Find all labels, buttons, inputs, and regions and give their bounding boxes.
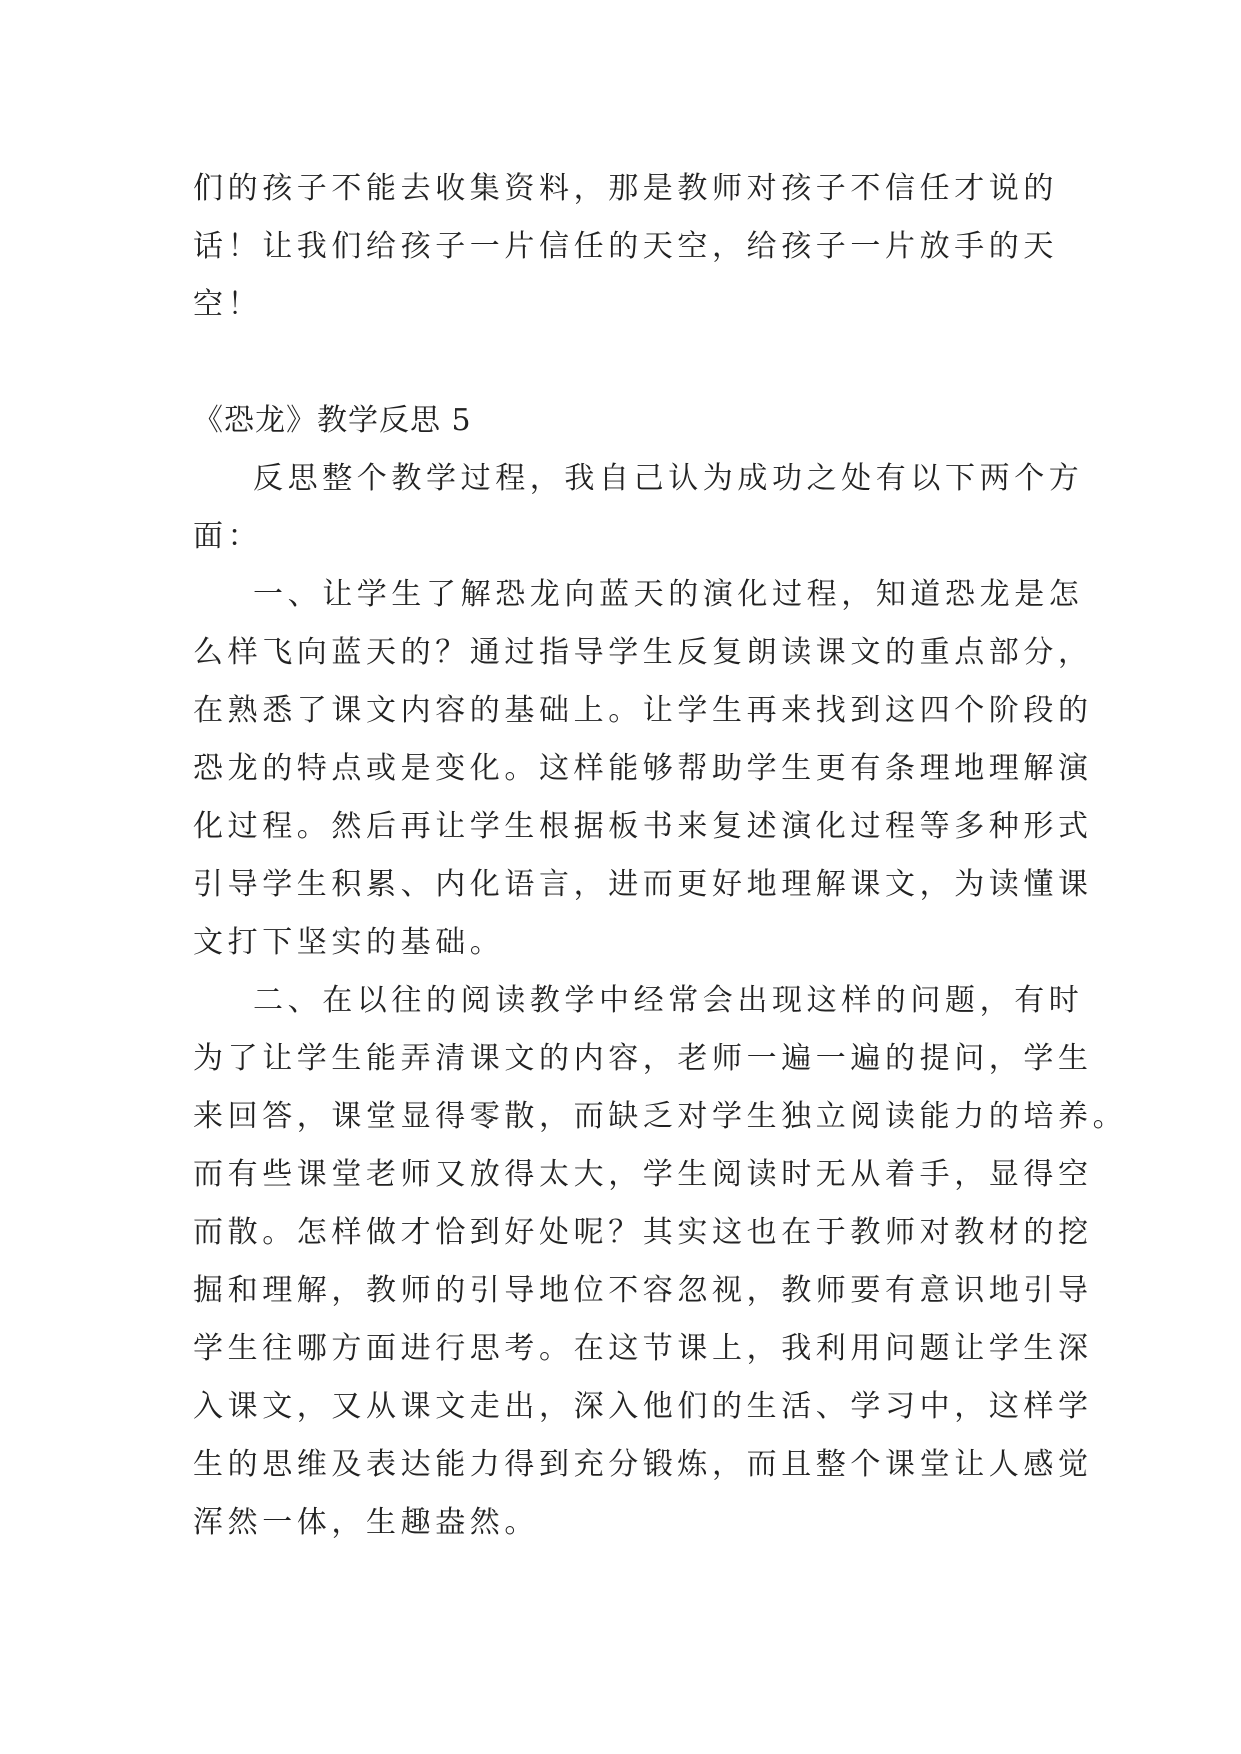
text-line: 在熟悉了课文内容的基础上。让学生再来找到这四个阶段的 — [193, 693, 1093, 728]
paragraph-gap — [193, 334, 1053, 392]
text-line: 入课文，又从课文走出，深入他们的生活、学习中，这样学 — [193, 1389, 1093, 1424]
text-line: 化过程。然后再让学生根据板书来复述演化过程等多种形式 — [193, 809, 1093, 844]
text-line: 话！让我们给孩子一片信任的天空，给孩子一片放手的天 — [193, 229, 1058, 264]
paragraph-summary — [193, 450, 1084, 566]
text-line: 为了让学生能弄清课文的内容，老师一遍一遍的提问，学生 — [193, 1041, 1093, 1076]
text-line: 文打下坚实的基础。 — [193, 925, 505, 960]
text-line: 空！ — [193, 287, 263, 322]
text-line: 而散。怎样做才恰到好处呢？其实这也在于教师对教材的挖 — [193, 1215, 1093, 1250]
document-body — [193, 160, 1128, 1552]
text-line: 们的孩子不能去收集资料，那是教师对孩子不信任才说的 — [193, 171, 1058, 206]
text-line: 而有些课堂老师又放得太大，学生阅读时无从着手，显得空 — [193, 1157, 1093, 1192]
paragraph-point-two — [193, 972, 1128, 1552]
intro-paragraph — [193, 160, 1058, 334]
text-line: 引导学生积累、内化语言，进而更好地理解课文，为读懂课 — [193, 867, 1093, 902]
section-title: 《恐龙》教学反思 5 — [193, 403, 472, 438]
text-line: 恐龙的特点或是变化。这样能够帮助学生更有条理地理解演 — [193, 751, 1093, 786]
text-line: 二、在以往的阅读教学中经常会出现这样的问题，有时 — [253, 983, 1084, 1018]
text-line: 么样飞向蓝天的？通过指导学生反复朗读课文的重点部分， — [193, 635, 1093, 670]
text-line: 浑然一体，生趣盎然。 — [193, 1505, 539, 1540]
text-line: 来回答，课堂显得零散，而缺乏对学生独立阅读能力的培养。 — [193, 1099, 1128, 1134]
text-line: 反思整个教学过程，我自己认为成功之处有以下两个方 — [253, 461, 1084, 496]
paragraph-point-one — [193, 566, 1093, 972]
text-line: 生的思维及表达能力得到充分锻炼，而且整个课堂让人感觉 — [193, 1447, 1093, 1482]
text-line: 掘和理解，教师的引导地位不容忽视，教师要有意识地引导 — [193, 1273, 1093, 1308]
text-line: 面： — [193, 519, 263, 554]
text-line: 一、让学生了解恐龙向蓝天的演化过程，知道恐龙是怎 — [253, 577, 1084, 612]
text-line: 学生往哪方面进行思考。在这节课上，我利用问题让学生深 — [193, 1331, 1093, 1366]
